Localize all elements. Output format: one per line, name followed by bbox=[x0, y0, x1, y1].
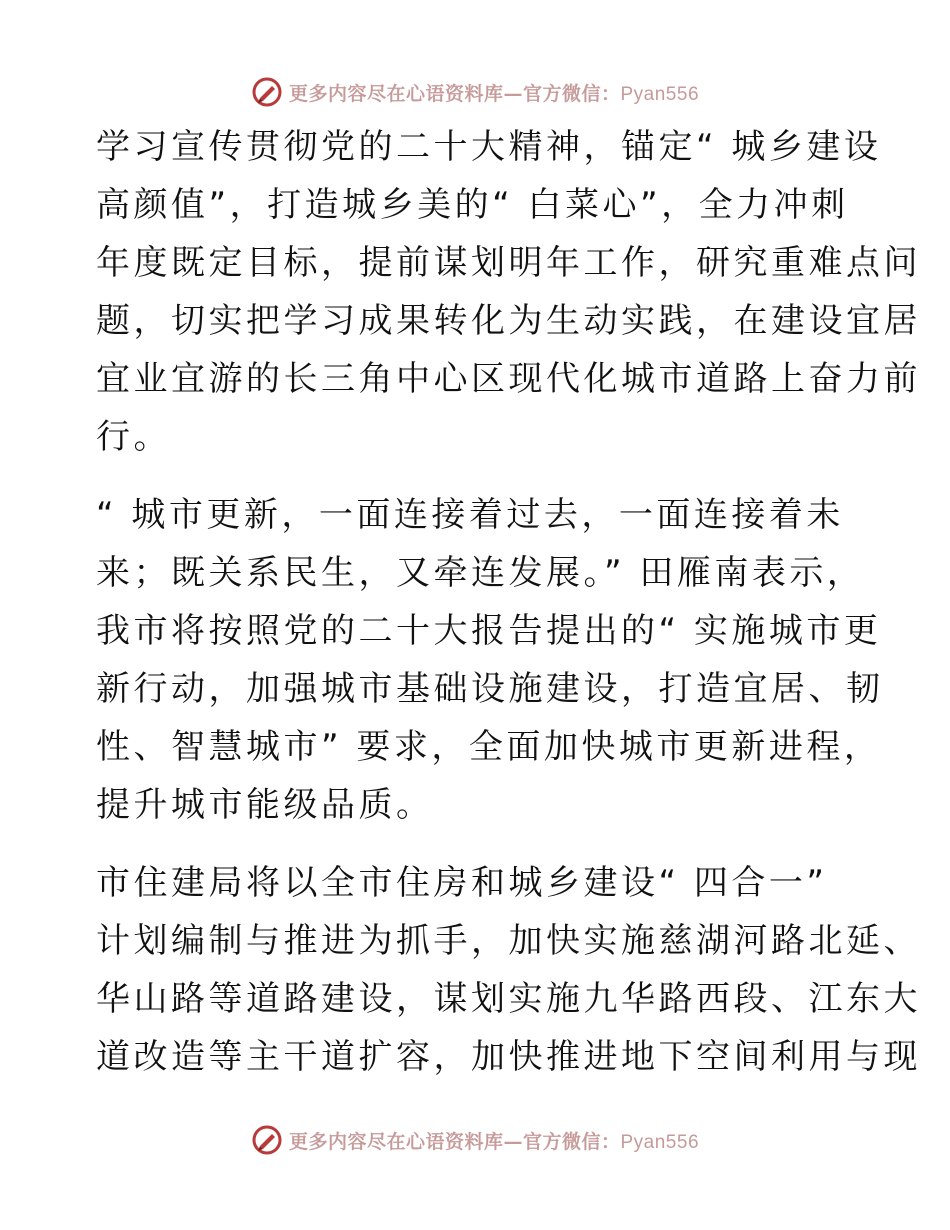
text-line: 高颜值”，打造城乡美的“ 白菜心”，全力冲刺 bbox=[96, 185, 849, 225]
text-line: 题，切实把学习成果转化为生动实践，在建设宜居 bbox=[96, 301, 921, 341]
text-line: 我市将按照党的二十大报告提出的“ 实施城市更 bbox=[96, 611, 882, 651]
watermark-text: 更多内容尽在心语资料库—官方微信：Pyan556 bbox=[288, 82, 700, 105]
text-line: 宜业宜游的长三角中心区现代化城市道路上奋力前 bbox=[96, 359, 921, 399]
document-body bbox=[96, 118, 921, 1106]
red-stamp-pen-icon bbox=[251, 1124, 283, 1156]
text-line: “ 城市更新，一面连接着过去，一面连接着未 bbox=[96, 495, 844, 535]
paragraph-3 bbox=[96, 854, 921, 1086]
text-line: 性、智慧城市” 要求，全面加快城市更新进程， bbox=[96, 727, 882, 767]
paragraph-2 bbox=[96, 486, 884, 834]
wechat-id: Pyan556 bbox=[620, 83, 700, 105]
text-line: 新行动，加强城市基础设施建设，打造宜居、韧 bbox=[96, 669, 884, 709]
text-line: 行。 bbox=[96, 417, 171, 457]
footer-watermark bbox=[0, 1120, 950, 1160]
red-stamp-pen-icon bbox=[251, 76, 283, 108]
text-line: 计划编制与推进为抓手，加快实施慈湖河路北延、 bbox=[96, 921, 921, 961]
text-line: 学习宣传贯彻党的二十大精神，锚定“ 城乡建设 bbox=[96, 127, 882, 167]
text-line: 市住建局将以全市住房和城乡建设“ 四合一” bbox=[96, 863, 828, 903]
paragraph-1 bbox=[96, 118, 921, 466]
text-line: 来；既关系民生，又牵连发展。” 田雁南表示， bbox=[96, 553, 865, 593]
header-watermark bbox=[0, 72, 950, 112]
text-line: 道改造等主干道扩容，加快推进地下空间利用与现 bbox=[96, 1037, 921, 1077]
text-line: 年度既定目标，提前谋划明年工作，研究重难点问 bbox=[96, 243, 921, 283]
watermark-text: 更多内容尽在心语资料库—官方微信：Pyan556 bbox=[288, 1130, 700, 1153]
wechat-id: Pyan556 bbox=[620, 1131, 700, 1153]
text-line: 华山路等道路建设，谋划实施九华路西段、江东大 bbox=[96, 979, 921, 1019]
text-line: 提升城市能级品质。 bbox=[96, 785, 434, 825]
